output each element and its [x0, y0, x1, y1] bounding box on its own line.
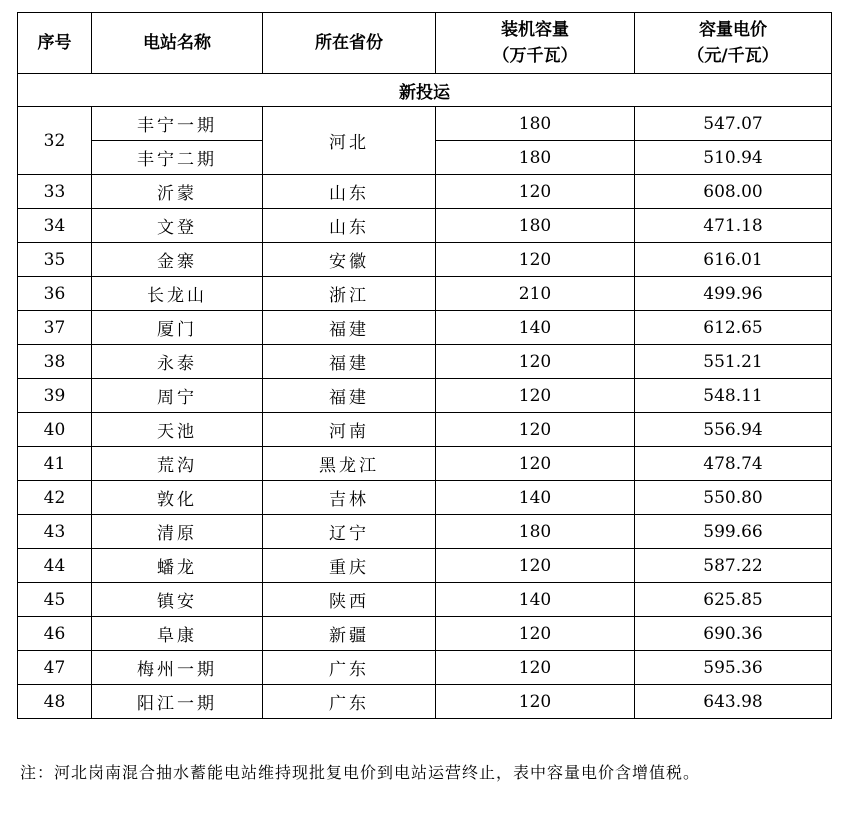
cell-station-name: 长龙山	[92, 277, 263, 311]
cell-price: 612.65	[635, 311, 832, 345]
cell-station-name: 荒沟	[92, 447, 263, 481]
header-name-label: 电站名称	[143, 33, 211, 53]
cell-station-name: 阳江一期	[92, 685, 263, 719]
cell-capacity: 120	[436, 447, 635, 481]
cell-capacity: 120	[436, 617, 635, 651]
cell-price: 599.66	[635, 515, 832, 549]
header-no	[18, 13, 92, 74]
price-table	[17, 12, 832, 719]
header-province-label: 所在省份	[315, 33, 383, 53]
cell-province: 吉林	[263, 481, 436, 515]
cell-station-name: 周宁	[92, 379, 263, 413]
cell-capacity: 180	[436, 209, 635, 243]
cell-no: 43	[18, 515, 92, 549]
cell-price: 556.94	[635, 413, 832, 447]
cell-province: 重庆	[263, 549, 436, 583]
cell-station-name: 梅州一期	[92, 651, 263, 685]
cell-capacity: 120	[436, 651, 635, 685]
cell-station-name: 清原	[92, 515, 263, 549]
cell-capacity: 180	[436, 515, 635, 549]
cell-province: 辽宁	[263, 515, 436, 549]
table-row	[18, 549, 832, 583]
cell-price: 616.01	[635, 243, 832, 277]
cell-province: 福建	[263, 311, 436, 345]
cell-capacity: 120	[436, 379, 635, 413]
footnote: 注：河北岗南混合抽水蓄能电站维持现批复电价到电站运营终止，表中容量电价含增值税。	[20, 763, 701, 782]
cell-station-name: 丰宁二期	[92, 141, 263, 175]
table-row	[18, 583, 832, 617]
cell-province: 河北	[263, 107, 436, 175]
table-row	[18, 481, 832, 515]
cell-price: 510.94	[635, 141, 832, 175]
cell-capacity: 120	[436, 549, 635, 583]
cell-no: 45	[18, 583, 92, 617]
cell-capacity: 120	[436, 175, 635, 209]
cell-province: 新疆	[263, 617, 436, 651]
cell-no: 39	[18, 379, 92, 413]
cell-price: 478.74	[635, 447, 832, 481]
table-row	[18, 107, 832, 141]
cell-no: 33	[18, 175, 92, 209]
cell-province: 山东	[263, 209, 436, 243]
cell-no: 38	[18, 345, 92, 379]
cell-price: 625.85	[635, 583, 832, 617]
cell-no: 32	[18, 107, 92, 175]
header-province	[263, 13, 436, 74]
cell-station-name: 天池	[92, 413, 263, 447]
section-title: 新投运	[18, 74, 832, 107]
table-row	[18, 175, 832, 209]
cell-no: 46	[18, 617, 92, 651]
cell-capacity: 140	[436, 311, 635, 345]
cell-price: 608.00	[635, 175, 832, 209]
header-capacity-label: 装机容量	[501, 20, 569, 40]
cell-no: 36	[18, 277, 92, 311]
header-price-unit: （元/千瓦）	[687, 46, 779, 66]
cell-price: 587.22	[635, 549, 832, 583]
cell-capacity: 140	[436, 481, 635, 515]
header-name	[92, 13, 263, 74]
cell-capacity: 210	[436, 277, 635, 311]
cell-province: 广东	[263, 651, 436, 685]
table-row	[18, 345, 832, 379]
cell-province: 福建	[263, 379, 436, 413]
cell-station-name: 永泰	[92, 345, 263, 379]
cell-no: 42	[18, 481, 92, 515]
table-body	[18, 107, 832, 719]
table-row	[18, 413, 832, 447]
cell-capacity: 180	[436, 141, 635, 175]
table-row	[18, 311, 832, 345]
cell-station-name: 阜康	[92, 617, 263, 651]
cell-station-name: 镇安	[92, 583, 263, 617]
cell-province: 广东	[263, 685, 436, 719]
cell-no: 47	[18, 651, 92, 685]
cell-price: 595.36	[635, 651, 832, 685]
header-capacity	[436, 13, 635, 74]
cell-no: 35	[18, 243, 92, 277]
table-row	[18, 685, 832, 719]
cell-no: 48	[18, 685, 92, 719]
cell-station-name: 敦化	[92, 481, 263, 515]
cell-province: 安徽	[263, 243, 436, 277]
cell-capacity: 120	[436, 413, 635, 447]
header-no-label: 序号	[37, 33, 72, 53]
cell-price: 547.07	[635, 107, 832, 141]
cell-province: 浙江	[263, 277, 436, 311]
cell-capacity: 140	[436, 583, 635, 617]
table-row	[18, 243, 832, 277]
table-row	[18, 379, 832, 413]
section-row	[18, 74, 832, 107]
cell-no: 41	[18, 447, 92, 481]
cell-station-name: 蟠龙	[92, 549, 263, 583]
cell-station-name: 丰宁一期	[92, 107, 263, 141]
table-row	[18, 515, 832, 549]
header-price	[635, 13, 832, 74]
cell-no: 40	[18, 413, 92, 447]
table-row	[18, 209, 832, 243]
header-row	[18, 13, 832, 74]
cell-capacity: 180	[436, 107, 635, 141]
table-row	[18, 617, 832, 651]
cell-price: 690.36	[635, 617, 832, 651]
header-price-label: 容量电价	[699, 20, 767, 40]
cell-station-name: 金寨	[92, 243, 263, 277]
cell-no: 34	[18, 209, 92, 243]
header-capacity-unit: （万千瓦）	[492, 46, 578, 66]
cell-price: 643.98	[635, 685, 832, 719]
table-row	[18, 447, 832, 481]
cell-price: 550.80	[635, 481, 832, 515]
cell-capacity: 120	[436, 345, 635, 379]
cell-station-name: 文登	[92, 209, 263, 243]
cell-province: 陕西	[263, 583, 436, 617]
cell-province: 黑龙江	[263, 447, 436, 481]
table-row	[18, 651, 832, 685]
cell-no: 37	[18, 311, 92, 345]
cell-no: 44	[18, 549, 92, 583]
cell-price: 551.21	[635, 345, 832, 379]
cell-price: 471.18	[635, 209, 832, 243]
cell-station-name: 厦门	[92, 311, 263, 345]
cell-province: 山东	[263, 175, 436, 209]
table-row	[18, 277, 832, 311]
cell-capacity: 120	[436, 243, 635, 277]
cell-station-name: 沂蒙	[92, 175, 263, 209]
cell-capacity: 120	[436, 685, 635, 719]
cell-price: 548.11	[635, 379, 832, 413]
cell-province: 福建	[263, 345, 436, 379]
cell-province: 河南	[263, 413, 436, 447]
cell-price: 499.96	[635, 277, 832, 311]
